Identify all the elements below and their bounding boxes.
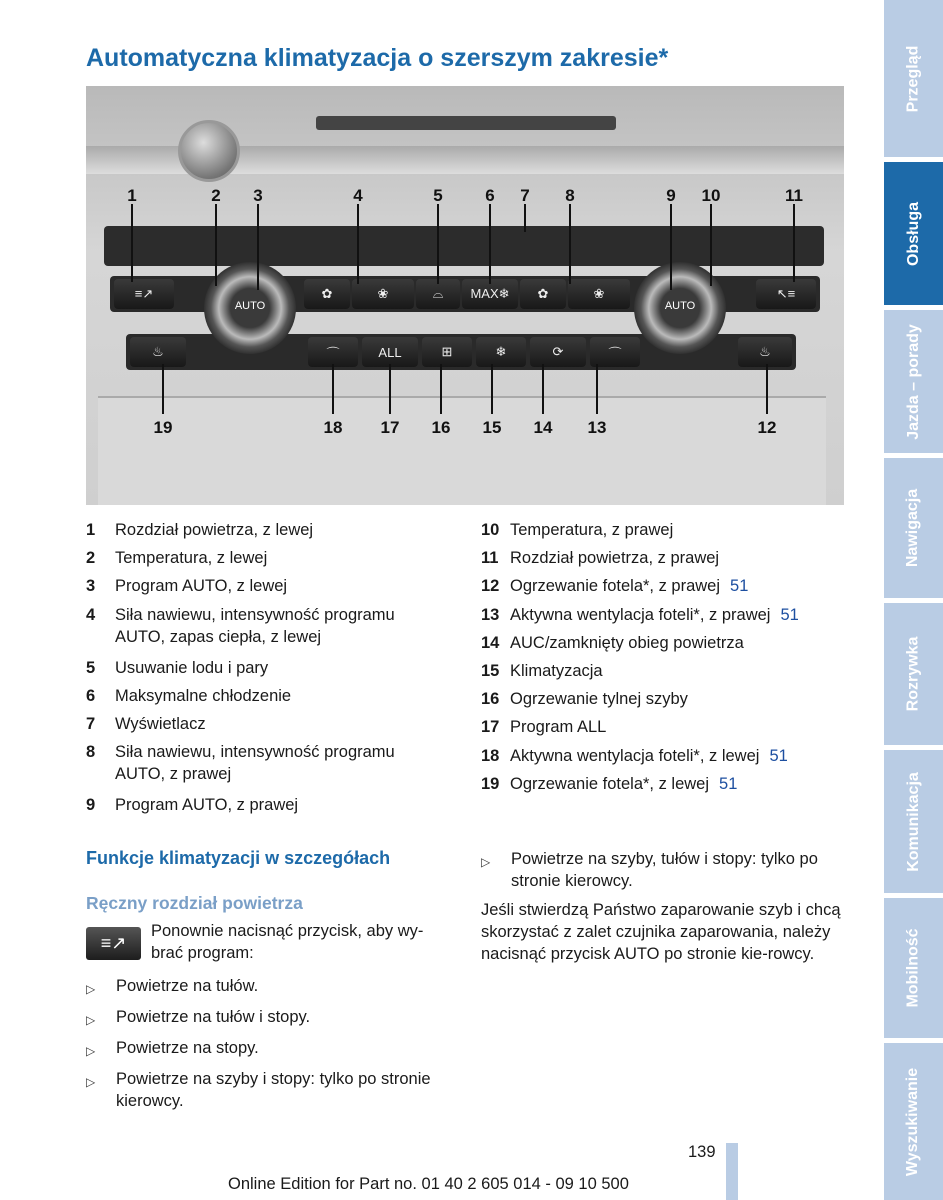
- legend-item: [481, 770, 851, 798]
- list-item: [86, 1006, 456, 1031]
- tab-mobilnosc[interactable]: [884, 898, 943, 1038]
- intro-text: Ponownie nacisnąć przycisk, aby wy-brać program:: [151, 922, 424, 962]
- leader-line: [670, 204, 672, 290]
- legend-left: [86, 516, 436, 819]
- legend-number: 8: [86, 743, 96, 762]
- list-item: [481, 848, 846, 892]
- callout-2: 2: [211, 186, 221, 205]
- footer: Online Edition for Part no. 01 40 2 605 014 - 09 10 500: [228, 1175, 629, 1193]
- tab-jazda-porady[interactable]: [884, 310, 943, 453]
- leader-line: [389, 364, 391, 414]
- fan-small-left-button: ✿: [304, 279, 350, 309]
- tab-nawigacja[interactable]: [884, 458, 943, 598]
- tab-rozrywka[interactable]: [884, 603, 943, 745]
- legend-number: 11: [481, 549, 499, 568]
- legend-number: 6: [86, 686, 96, 705]
- leader-line: [257, 204, 259, 290]
- leader-line: [131, 204, 133, 282]
- legend-number: 14: [481, 633, 500, 652]
- leader-line: [793, 204, 795, 282]
- triangle-bullet-icon: ▷: [86, 1013, 96, 1027]
- legend-number: 10: [481, 521, 500, 539]
- tab-przeglad[interactable]: [884, 0, 943, 157]
- leader-line: [524, 204, 526, 232]
- legend-text: Program AUTO, z prawej: [115, 796, 299, 815]
- leader-line: [542, 364, 544, 414]
- air-distribution-left-button: ≡↗: [114, 279, 174, 309]
- triangle-bullet-icon: ▷: [86, 1044, 96, 1058]
- legend-text: Siła nawiewu, intensywność programu AUTO, z prawej: [115, 743, 395, 784]
- leader-line: [569, 204, 571, 284]
- recirculation-button: ⟳: [530, 337, 586, 367]
- legend-number: 2: [86, 549, 96, 568]
- tab-label: Mobilność: [904, 928, 922, 1008]
- legend-number: 1: [86, 521, 96, 539]
- tab-label: Nawigacja: [904, 488, 922, 568]
- auto-left-label: AUTO: [234, 300, 266, 312]
- page-title: Automatyczna klimatyzacja o szerszym zakresie*: [86, 44, 669, 72]
- legend-number: 12: [481, 577, 500, 596]
- legend-item: [86, 738, 436, 791]
- legend-item: [86, 654, 436, 682]
- leader-line: [710, 204, 712, 286]
- legend-item: [86, 682, 436, 710]
- leader-line: [215, 204, 217, 286]
- page-reference-link[interactable]: 51: [780, 605, 799, 624]
- legend-text: Rozdział powietrza, z lewej: [115, 521, 314, 539]
- legend-text: Usuwanie lodu i pary: [115, 658, 269, 677]
- triangle-bullet-icon: ▷: [481, 855, 491, 869]
- legend-text: Program AUTO, z lewej: [115, 577, 288, 596]
- leader-line: [162, 364, 164, 414]
- legend-text: AUC/zamknięty obieg powietrza: [510, 633, 744, 652]
- legend-number: 4: [86, 605, 96, 624]
- auto-right-label: AUTO: [664, 300, 696, 312]
- legend-item: [86, 791, 436, 819]
- callout-18: 18: [323, 418, 343, 437]
- legend-text: Klimatyzacja: [510, 662, 603, 681]
- legend-text: Ogrzewanie tylnej szyby: [510, 690, 688, 709]
- sub-heading: Ręczny rozdział powietrza: [86, 893, 303, 913]
- legend-text: Wyświetlacz: [115, 715, 206, 734]
- tab-label: Obsługa: [904, 201, 922, 266]
- callout-1: 1: [127, 186, 137, 205]
- page-reference-link[interactable]: 51: [719, 774, 738, 793]
- legend-number: 15: [481, 662, 500, 681]
- climate-display: [104, 226, 824, 266]
- air-distribution-right-button: ↖≡: [756, 279, 816, 309]
- legend-number: 16: [481, 690, 500, 709]
- legend-number: 19: [481, 774, 500, 793]
- fan-large-right-button: ❀: [568, 279, 630, 309]
- leader-line: [437, 204, 439, 284]
- leader-line: [332, 364, 334, 414]
- rear-defrost-button: ⊞: [422, 337, 472, 367]
- legend-text: Siła nawiewu, intensywność programu AUTO, zapas ciepła, z lewej: [115, 605, 395, 646]
- legend-item: [481, 572, 851, 600]
- air-distribution-icon: ≡↗: [86, 927, 141, 960]
- legend-right: [481, 516, 851, 798]
- tab-label: Przegląd: [904, 45, 922, 112]
- bullet-list-right: [481, 848, 846, 898]
- callout-5: 5: [433, 186, 443, 205]
- tab-label: Wyszukiwanie: [904, 1067, 922, 1176]
- cd-slot: [316, 116, 616, 130]
- callout-6: 6: [485, 186, 495, 205]
- seat-heat-right-button: ♨: [738, 337, 792, 367]
- tab-obsluga[interactable]: [884, 162, 943, 305]
- legend-number: 3: [86, 577, 96, 596]
- section-heading: Funkcje klimatyzacji w szczegółach: [86, 848, 391, 868]
- tab-label: Rozrywka: [904, 636, 922, 712]
- callout-17: 17: [380, 418, 400, 437]
- legend-number: 17: [481, 718, 500, 737]
- legend-text: Aktywna wentylacja foteli*, z lewej: [510, 746, 760, 765]
- fan-large-left-button: ❀: [352, 279, 414, 309]
- list-item: [86, 1037, 456, 1062]
- triangle-bullet-icon: ▷: [86, 1075, 96, 1089]
- legend-text: Ogrzewanie fotela*, z lewej: [510, 774, 710, 793]
- tab-label: Jazda – porady: [904, 323, 922, 440]
- seat-vent-left-button: ⌒: [308, 337, 358, 367]
- list-item-text: Powietrze na szyby, tułów i stopy: tylko po stronie kierowcy.: [511, 850, 818, 890]
- callout-8: 8: [565, 186, 575, 205]
- volume-knob: [178, 120, 240, 182]
- legend-item: [481, 713, 851, 741]
- callout-11: 11: [785, 186, 803, 205]
- legend-item: [86, 710, 436, 738]
- list-item-text: Powietrze na stopy.: [116, 1039, 259, 1057]
- legend-text: Temperatura, z lewej: [115, 549, 268, 568]
- legend-item: [481, 601, 851, 629]
- legend-item: [481, 742, 851, 770]
- seat-heat-left-button: ♨: [130, 337, 186, 367]
- legend-item: [86, 516, 436, 544]
- list-item-text: Powietrze na tułów i stopy.: [116, 1008, 311, 1026]
- callout-15: 15: [482, 418, 502, 437]
- legend-text: Rozdział powietrza, z prawej: [510, 549, 720, 568]
- callout-19: 19: [153, 418, 173, 437]
- callout-7: 7: [520, 186, 530, 205]
- callout-3: 3: [253, 186, 263, 205]
- legend-item: [481, 544, 851, 572]
- legend-number: 9: [86, 796, 96, 815]
- legend-item: [86, 572, 436, 600]
- callout-4: 4: [353, 186, 363, 205]
- callout-12: 12: [757, 418, 777, 437]
- leader-line: [596, 364, 598, 414]
- triangle-bullet-icon: ▷: [86, 982, 96, 996]
- seat-vent-right-button: ⌒: [590, 337, 640, 367]
- max-cooling-button: MAX❄: [462, 279, 518, 309]
- tab-wyszukiwanie[interactable]: [884, 1043, 943, 1200]
- temperature-dial-left: [204, 262, 296, 354]
- page-number-bar: [726, 1143, 738, 1200]
- tab-komunikacja[interactable]: [884, 750, 943, 893]
- legend-item: [481, 516, 851, 544]
- defrost-button: ⌓: [416, 279, 460, 309]
- tab-label: Komunikacja: [904, 771, 922, 872]
- ac-button: ❄: [476, 337, 526, 367]
- callout-14: 14: [533, 418, 553, 437]
- legend-number: 18: [481, 746, 500, 765]
- leader-line: [491, 364, 493, 414]
- legend-item: [86, 544, 436, 572]
- page-reference-link[interactable]: 51: [769, 746, 788, 765]
- legend-text: Program ALL: [510, 718, 607, 737]
- legend-item: [86, 601, 436, 654]
- legend-text: Aktywna wentylacja foteli*, z prawej: [510, 605, 771, 624]
- all-button: ALL: [362, 337, 418, 367]
- leader-line: [766, 364, 768, 414]
- legend-number: 7: [86, 715, 96, 734]
- legend-text: Temperatura, z prawej: [510, 521, 674, 539]
- leader-line: [440, 364, 442, 414]
- legend-text: Maksymalne chłodzenie: [115, 686, 292, 705]
- fan-small-right-button: ✿: [520, 279, 566, 309]
- legend-number: 13: [481, 605, 500, 624]
- legend-item: [481, 685, 851, 713]
- page-number: 139: [688, 1143, 716, 1161]
- callout-9: 9: [666, 186, 676, 205]
- leader-line: [489, 204, 491, 284]
- bullet-list-left: [86, 975, 456, 1118]
- side-tabs: [884, 0, 943, 1200]
- callout-10: 10: [701, 186, 721, 205]
- leader-line: [357, 204, 359, 284]
- paragraph: Jeśli stwierdzą Państwo zaparowanie szyb i chcą skorzystać z zalet czujnika zaparowania, należy nacisnąć przycisk AUTO po stronie kie-rowcy.: [481, 901, 841, 963]
- panel-lower-trim: [98, 396, 826, 505]
- legend-text: Ogrzewanie fotela*, z prawej: [510, 577, 721, 596]
- legend-number: 5: [86, 658, 96, 677]
- page-reference-link[interactable]: 51: [730, 577, 749, 596]
- temperature-dial-right: [634, 262, 726, 354]
- list-item: [86, 1068, 456, 1112]
- legend-item: [481, 629, 851, 657]
- callout-13: 13: [587, 418, 607, 437]
- control-panel-photo: [86, 86, 844, 505]
- list-item-text: Powietrze na tułów.: [116, 977, 259, 995]
- list-item: [86, 975, 456, 1000]
- legend-item: [481, 657, 851, 685]
- list-item-text: Powietrze na szyby i stopy: tylko po stronie kierowcy.: [116, 1070, 431, 1110]
- callout-16: 16: [431, 418, 451, 437]
